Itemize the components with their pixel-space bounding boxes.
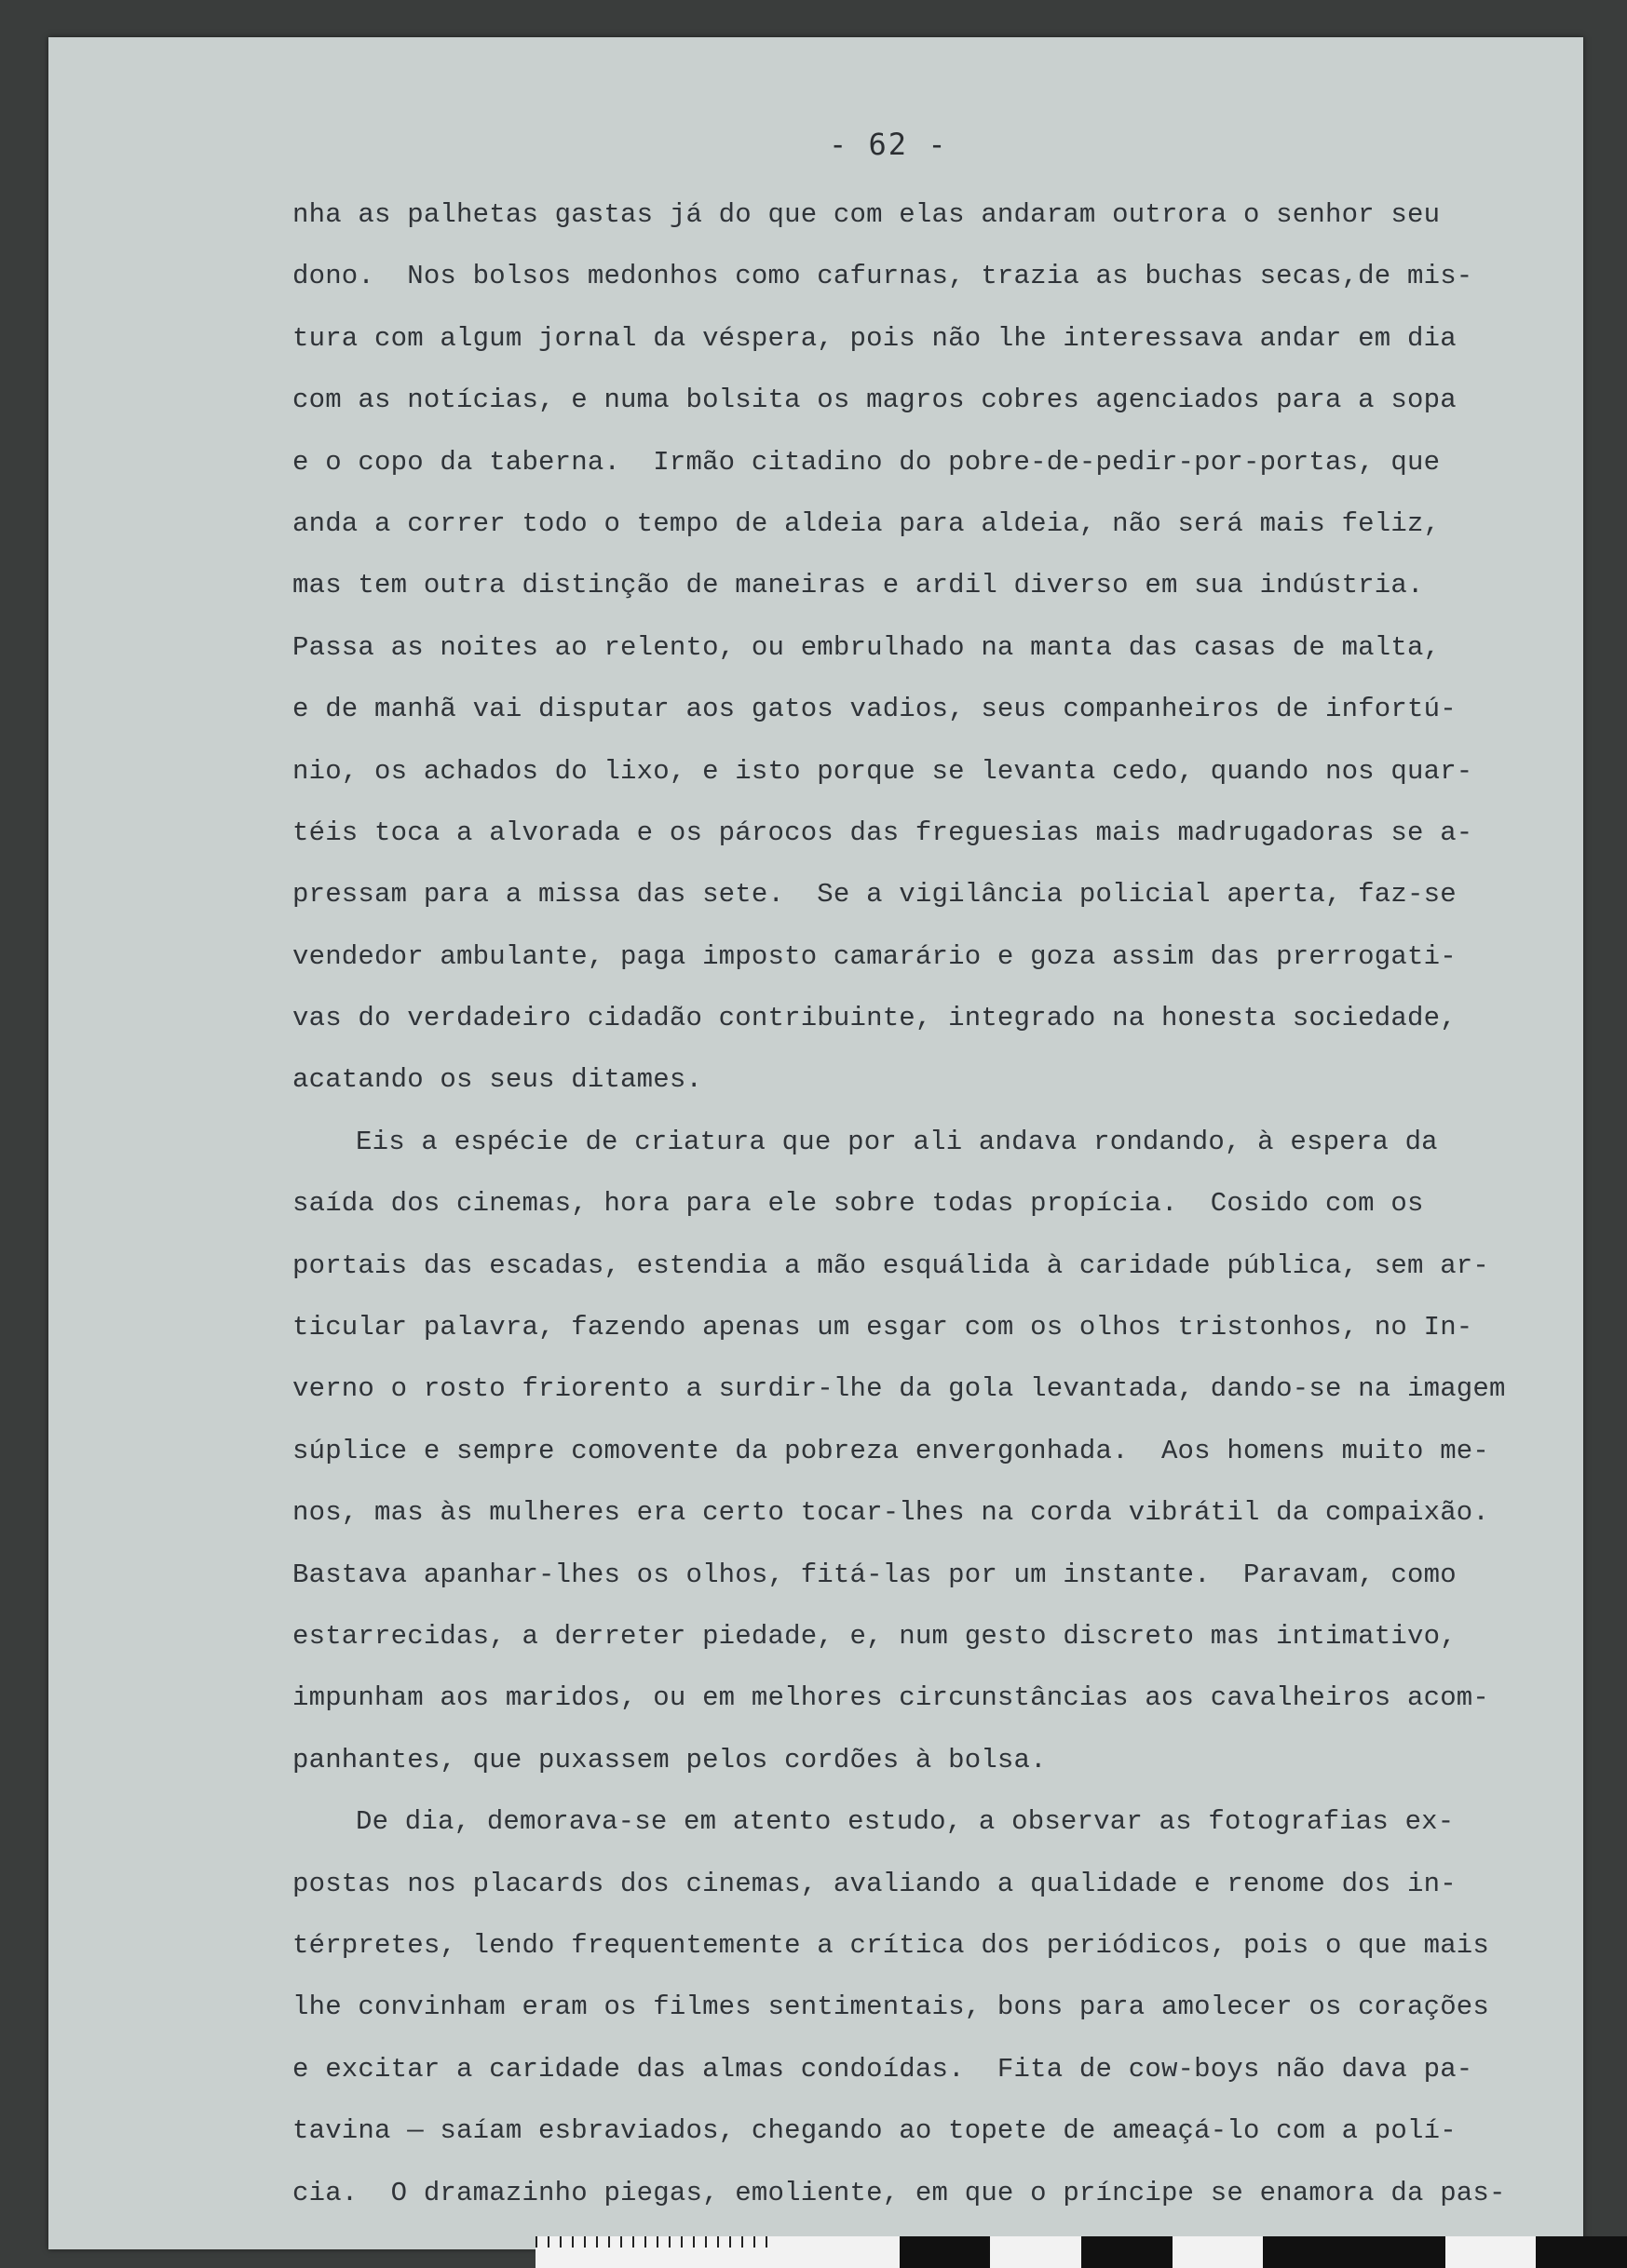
text-line: dono. Nos bolsos medonhos como cafurnas, trazia as buchas secas,de mis- — [292, 261, 1473, 292]
text-line: Bastava apanhar-lhes os olhos, fitá-las por um instante. Paravam, como — [292, 1559, 1457, 1590]
scale-ruler — [536, 2236, 1627, 2268]
text-line: súplice e sempre comovente da pobreza envergonhada. Aos homens muito me- — [292, 1435, 1490, 1466]
text-line: mas tem outra distinção de maneiras e ardil diverso em sua indústria. — [292, 570, 1424, 601]
text-line: impunham aos maridos, ou em melhores circunstâncias aos cavalheiros acom- — [292, 1682, 1490, 1714]
text-line: acatando os seus ditames. — [292, 1064, 703, 1096]
text-line: pressam para a missa das sete. Se a vigilância policial aperta, faz-se — [292, 879, 1457, 911]
text-line: panhantes, que puxassem pelos cordões à bolsa. — [292, 1744, 1047, 1775]
text-line: téis toca a alvorada e os párocos das freguesias mais madrugadoras se a- — [292, 817, 1473, 848]
text-line: nio, os achados do lixo, e isto porque se levanta cedo, quando nos quar- — [292, 755, 1473, 787]
text-line: verno o rosto friorento a surdir-lhe da gola levantada, dando-se na imagem — [292, 1373, 1506, 1405]
text-line: e excitar a caridade das almas condoídas. Fita de cow-boys não dava pa- — [292, 2053, 1473, 2085]
text-line: e o copo da taberna. Irmão citadino do pobre-de-pedir-por-portas, que — [292, 446, 1441, 478]
page-number: - 62 - — [829, 127, 948, 162]
text-line: nos, mas às mulheres era certo tocar-lhes na corda vibrátil da compaixão. — [292, 1497, 1490, 1529]
text-line: postas nos placards dos cinemas, avaliando a qualidade e renome dos in- — [292, 1868, 1457, 1899]
text-line: vendedor ambulante, paga imposto camarário e goza assim das prerrogati- — [292, 940, 1457, 972]
text-line: ticular palavra, fazendo apenas um esgar com os olhos tristonhos, no In- — [292, 1312, 1473, 1343]
text-line: anda a correr todo o tempo de aldeia para aldeia, não será mais feliz, — [292, 507, 1441, 539]
text-line: Passa as noites ao relento, ou embrulhado na manta das casas de malta, — [292, 631, 1441, 663]
text-line: térpretes, lendo frequentemente a crítica dos periódicos, pois o que mais — [292, 1929, 1490, 1961]
body-text — [292, 184, 1627, 2224]
text-line: tavina — saíam esbraviados, chegando ao topete de ameaçá-lo com a polí- — [292, 2115, 1457, 2147]
text-line: e de manhã vai disputar aos gatos vadios, seus companheiros de infortú- — [292, 694, 1457, 725]
typed-page — [48, 37, 1583, 2249]
text-line: tura com algum jornal da véspera, pois não lhe interessava andar em dia — [292, 322, 1457, 354]
text-line: saída dos cinemas, hora para ele sobre todas propícia. Cosido com os — [292, 1188, 1424, 1220]
text-line: portais das escadas, estendia a mão esquálida à caridade pública, sem ar- — [292, 1249, 1490, 1281]
text-line: com as notícias, e numa bolsita os magros cobres agenciados para a sopa — [292, 385, 1457, 416]
text-line: Eis a espécie de criatura que por ali andava rondando, à espera da — [356, 1126, 1438, 1157]
text-line: estarrecidas, a derreter piedade, e, num gesto discreto mas intimativo, — [292, 1620, 1457, 1652]
text-line: lhe convinham eram os filmes sentimentais, bons para amolecer os corações — [292, 1991, 1490, 2023]
text-line: De dia, demorava-se em atento estudo, a observar as fotografias ex- — [356, 1806, 1455, 1838]
text-line: nha as palhetas gastas já do que com elas andaram outrora o senhor seu — [292, 199, 1441, 230]
text-line: vas do verdadeiro cidadão contribuinte, integrado na honesta sociedade, — [292, 1003, 1457, 1034]
text-line: cia. O dramazinho piegas, emoliente, em que o príncipe se enamora da pas- — [292, 2177, 1506, 2208]
